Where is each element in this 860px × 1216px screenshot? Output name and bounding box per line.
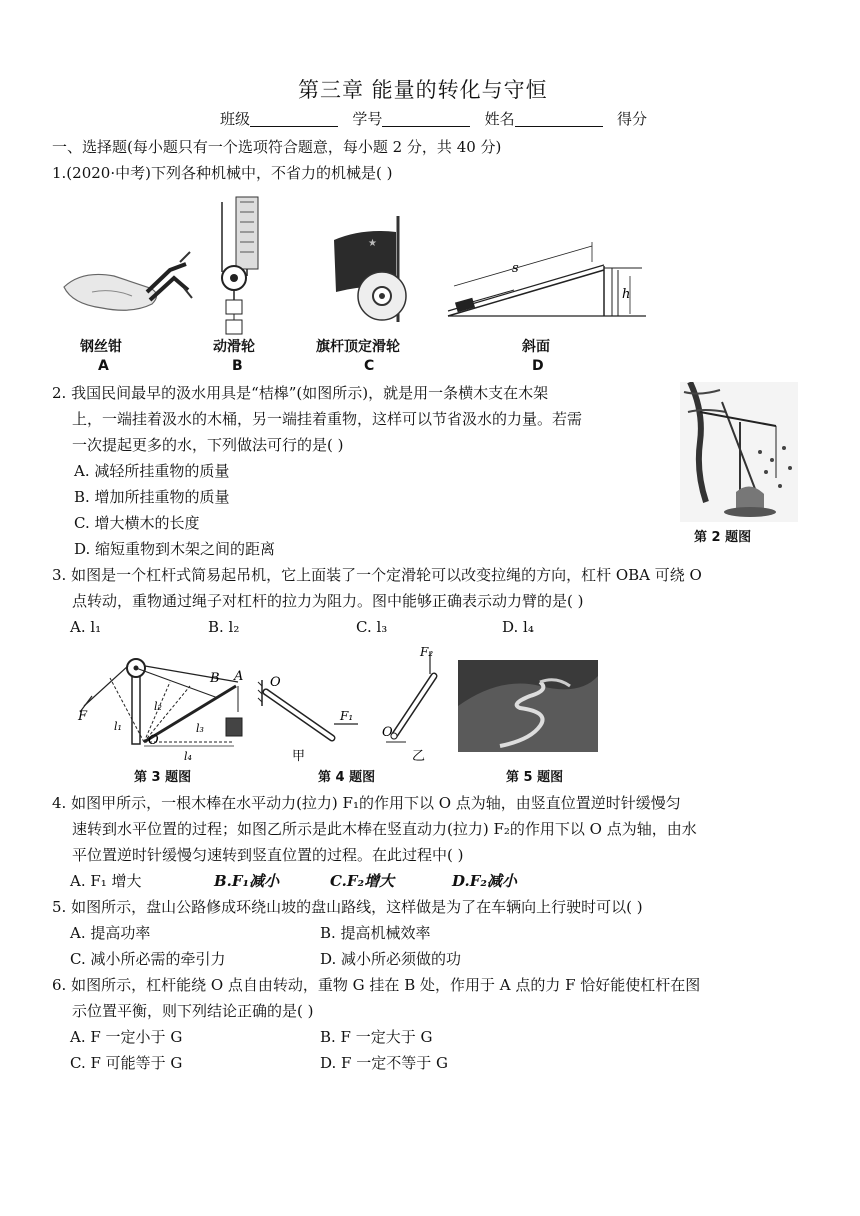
q3-label-l1: l₁	[114, 720, 122, 733]
q4-option-b[interactable]: B.F₁减小	[214, 872, 280, 890]
q5-caption: 第 5 题图	[506, 770, 564, 785]
q3-label-l3: l₃	[196, 722, 204, 735]
q3-caption: 第 3 题图	[134, 770, 192, 785]
q4-line3: 平位置逆时针缓慢匀速转到竖直位置的过程。在此过程中( )	[72, 846, 464, 864]
q4-option-d[interactable]: D.F₂减小	[452, 872, 517, 890]
q2-line2: 上，一端挂着汲水的木桶，另一端挂着重物，这样可以节省汲水的力量。若需	[72, 410, 583, 428]
q4-line1: 4. 如图甲所示，一根木棒在水平动力(拉力) F₁的作用下以 O 点为轴，由竖直位置逆时针缓慢匀	[52, 794, 681, 812]
q3-label-l4: l₄	[184, 750, 192, 763]
label-s: s	[512, 261, 519, 276]
q4-option-a[interactable]: A. F₁ 增大	[70, 872, 142, 890]
q3-label-B: B	[210, 671, 220, 686]
q3-line1: 3. 如图是一个杠杆式简易起吊机，它上面装了一个定滑轮可以改变拉绳的方向，杠杆 OBA 可绕 O	[52, 566, 702, 584]
name-label: 姓名	[484, 110, 515, 128]
q4-yi-label-O: O	[382, 725, 393, 740]
q5-option-d[interactable]: D. 减小所必须做的功	[320, 950, 462, 968]
q2-option-a[interactable]: A. 减轻所挂重物的质量	[74, 462, 230, 480]
rod-figure-yi	[382, 646, 434, 764]
q6-option-a[interactable]: A. F 一定小于 G	[70, 1028, 183, 1046]
q6-line2: 示位置平衡，则下列结论正确的是( )	[72, 1002, 314, 1020]
q3-label-O: O	[148, 733, 159, 748]
page-title: 第三章 能量的转化与守恒	[298, 78, 548, 102]
q5-option-c[interactable]: C. 减小所必需的牵引力	[70, 950, 226, 968]
q4-label-F1: F₁	[340, 709, 354, 723]
q4-line2: 速转到水平位置的过程；如图乙所示是此木棒在竖直动力(拉力) F₂的作用下以 O 点为轴，由水	[72, 820, 697, 838]
q4-label-F2: F₂	[420, 646, 434, 659]
q3-label-A: A	[234, 669, 244, 684]
q2-option-b[interactable]: B. 增加所挂重物的质量	[74, 488, 230, 506]
svg-text:★: ★	[368, 238, 377, 249]
q2-option-c[interactable]: C. 增大横木的长度	[74, 514, 200, 532]
q2-caption: 第 2 题图	[694, 530, 752, 545]
mountain-road-photo	[458, 660, 598, 752]
pliers-figure	[64, 252, 192, 310]
q4-label-yi: 乙	[412, 749, 426, 764]
fig-b-letter: B	[232, 358, 243, 374]
crane-lever-figure	[77, 659, 243, 763]
q3-q4-figure-row	[70, 646, 630, 766]
q4-option-c[interactable]: C.F₂增大	[330, 872, 395, 890]
q3-line2: 点转动，重物通过绳子对杠杆的拉力为阻力。图中能够正确表示动力臂的是( )	[72, 592, 584, 610]
q6-option-d[interactable]: D. F 一定不等于 G	[320, 1054, 448, 1072]
q5-option-a[interactable]: A. 提高功率	[70, 924, 151, 942]
fig-a-letter: A	[98, 358, 109, 374]
fig-d-name: 斜面	[522, 339, 550, 355]
fig-c-name: 旗杆顶定滑轮	[316, 339, 400, 355]
section-heading: 一、选择题(每小题只有一个选项符合题意，每小题 2 分，共 40 分)	[52, 138, 502, 156]
movable-pulley-figure	[222, 197, 258, 334]
q2-well-sweep-image	[680, 382, 798, 522]
q1-stem: 1.(2020·中考)下列各种机械中，不省力的机械是( )	[52, 164, 393, 182]
class-blank[interactable]	[250, 110, 338, 127]
label-h: h	[622, 287, 631, 302]
q3-option-c[interactable]: C. l₃	[356, 618, 388, 636]
q4-jia-label-O: O	[270, 675, 281, 690]
q5-option-b[interactable]: B. 提高机械效率	[320, 924, 431, 942]
id-label: 学号	[352, 110, 383, 128]
flag-pulley-figure	[334, 216, 406, 322]
q3-option-a[interactable]: A. l₁	[70, 618, 102, 636]
fig-a-name: 钢丝钳	[80, 339, 122, 355]
incline-figure	[448, 242, 646, 316]
fig-c-letter: C	[364, 358, 375, 374]
q2-line1: 2. 我国民间最早的汲水用具是“桔槔”(如图所示)，就是用一条横木支在木架	[52, 384, 549, 402]
q3-option-d[interactable]: D. l₄	[502, 618, 534, 636]
q3-label-l2: l₂	[154, 700, 162, 713]
q3-label-F: F	[78, 709, 88, 724]
q6-option-b[interactable]: B. F 一定大于 G	[320, 1028, 433, 1046]
id-blank[interactable]	[382, 110, 470, 127]
q3-option-b[interactable]: B. l₂	[208, 618, 240, 636]
score-label: 得分	[616, 110, 647, 128]
q4-label-jia: 甲	[292, 749, 306, 764]
q4-caption: 第 4 题图	[318, 770, 376, 785]
class-label: 班级	[220, 110, 251, 128]
q5-line1: 5. 如图所示，盘山公路修成环绕山坡的盘山路线，这样做是为了在车辆向上行驶时可以( )	[52, 898, 643, 916]
student-info-line	[220, 106, 647, 132]
q2-option-d[interactable]: D. 缩短重物到木架之间的距离	[74, 540, 276, 558]
fig-b-name: 动滑轮	[213, 339, 255, 355]
fig-d-letter: D	[532, 358, 544, 374]
q6-line1: 6. 如图所示，杠杆能绕 O 点自由转动，重物 G 挂在 B 处，作用于 A 点的力 F 恰好能使杠杆在图	[52, 976, 701, 994]
name-blank[interactable]	[515, 110, 603, 127]
q6-option-c[interactable]: C. F 可能等于 G	[70, 1054, 183, 1072]
q2-line3: 一次提起更多的水，下列做法可行的是( )	[72, 436, 344, 454]
rod-figure-jia	[258, 675, 358, 764]
